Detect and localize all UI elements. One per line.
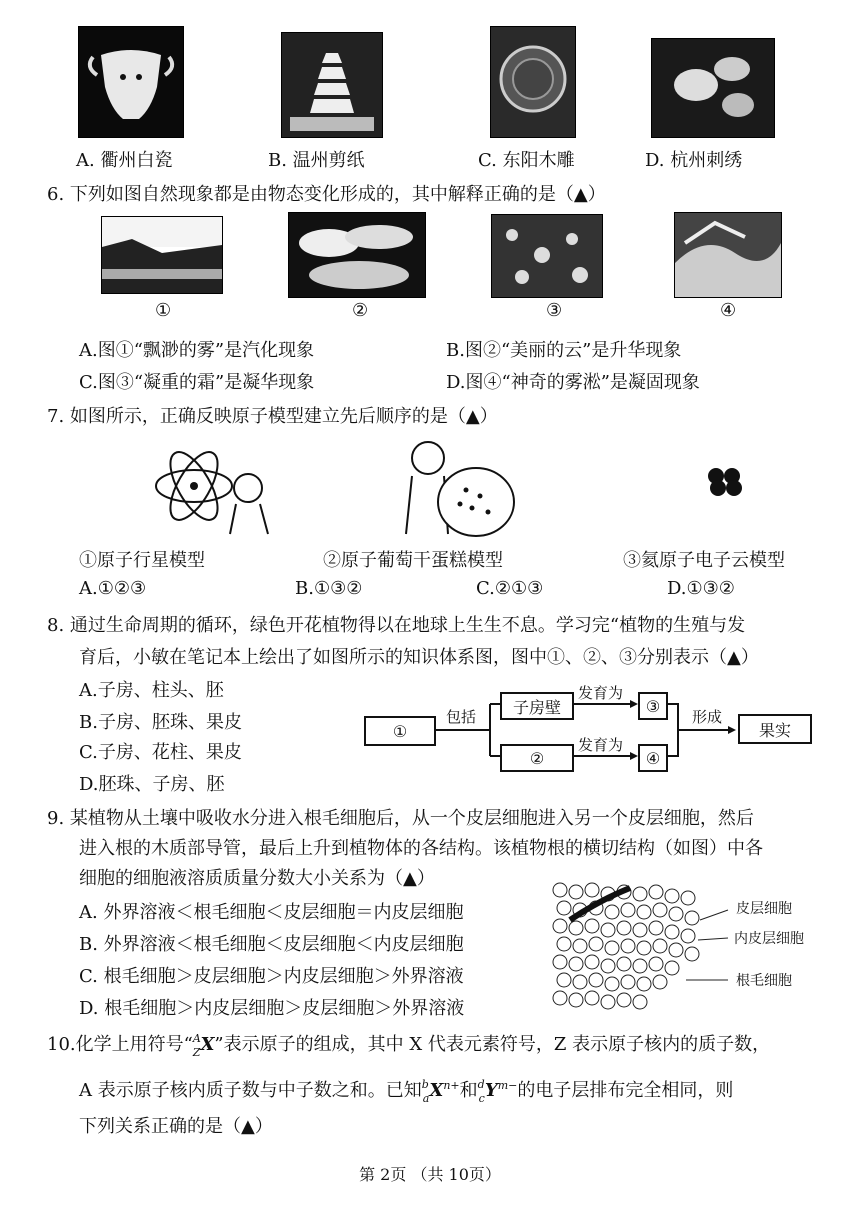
image-root-cross-section [550,880,730,1010]
q6-stem: 6. 下列如图自然现象都是由物态变化形成的，其中解释正确的是（▲） [47,184,606,205]
image-planetary-model [150,438,280,538]
page-footer: 第 2页 （共 10页） [359,1165,501,1184]
diagram-label-form: 形成 [692,708,723,726]
diagram-label-develop-1: 发育为 [578,684,624,702]
q8-option-d: D.胚珠、子房、胚 [79,774,225,795]
q9-option-c: C. 根毛细胞＞皮层细胞＞内皮层细胞＞外界溶液 [79,966,464,987]
q10-line2-prefix: A 表示原子核内质子数与中子数之和。已知 [79,1080,422,1101]
q6-label-1: ① [155,300,172,321]
q7-option-b: B.①③② [295,578,363,599]
q5-option-b: B. 温州剪纸 [268,150,365,171]
q5-option-a: A. 衢州白瓷 [76,150,173,171]
q6-option-a: A.图①“飘渺的雾”是汽化现象 [79,340,315,361]
planetary-model-drawing [150,438,280,538]
q9-option-d: D. 根毛细胞＞内皮层细胞＞皮层细胞＞外界溶液 [79,998,465,1019]
diagram-box-ovary-wall: 子房壁 [500,692,574,720]
image-fog [101,216,223,294]
clouds-scene-drawing [289,213,425,297]
q10-line2-suffix: 的电子层排布完全相同，则 [517,1080,734,1101]
q8-option-a: A.子房、柱头、胚 [79,680,224,701]
q10-line3: 下列关系正确的是（▲） [79,1116,273,1137]
pagoda-paper-cut-drawing [282,33,382,137]
image-frost [491,214,603,298]
figure-label-root-hair: 根毛细胞 [736,973,792,989]
q8-option-b: B.子房、胚珠、果皮 [79,712,242,733]
q7-option-a: A.①②③ [79,578,147,599]
diagram-box-4: ④ [638,744,668,772]
image-wenzhou-paper-cut [281,32,383,138]
q9-stem-line3: 细胞的细胞液溶质质量分数大小关系为（▲） [79,868,435,889]
image-rime [674,212,782,298]
q6-option-d: D.图④“神奇的雾淞”是凝固现象 [446,372,700,393]
q8-stem-line1: 8. 通过生命周期的循环，绿色开花植物得以在地球上生生不息。学习完“植物的生殖与发 [47,615,746,636]
q6-label-2: ② [352,300,369,321]
q10-line2-and: 和 [459,1080,478,1101]
q9-option-a: A. 外界溶液＜根毛细胞＜皮层细胞＝内皮层细胞 [79,902,464,923]
diagram-box-1: ① [364,716,436,746]
q7-option-d: D.①③② [667,578,735,599]
q5-option-c: C. 东阳木雕 [478,150,575,171]
image-electron-cloud-model [704,466,748,496]
diagram-label-include: 包括 [446,708,477,726]
wood-carving-drawing [491,27,575,137]
image-plum-pudding-model [388,434,518,542]
q8-stem-line2: 育后，小敏在笔记本上绘出了如图所示的知识体系图，图中①、②、③分别表示（▲） [79,647,759,668]
q7-caption-3: ③氦原子电子云模型 [623,550,785,571]
diagram-box-3: ③ [638,692,668,720]
q6-option-c: C.图③“凝重的霜”是凝华现象 [79,372,315,393]
electron-cloud-drawing [704,466,748,496]
q8-option-c: C.子房、花柱、果皮 [79,742,242,763]
q7-stem: 7. 如图所示，正确反映原子模型建立先后顺序的是（▲） [47,406,498,427]
plum-pudding-model-drawing [388,434,518,542]
q10-line1-suffix: ”表示原子的组成，其中 X 代表元素符号，Z 表示原子核内的质子数， [214,1034,771,1055]
q5-option-d: D. 杭州刺绣 [645,150,743,171]
q10-line1 [47,1030,771,1059]
notation-y-ion: $^d_cY^{m-}$ [477,1078,518,1105]
q10-line2 [79,1076,734,1105]
q10-line1-prefix: 10.化学上用符号“ [47,1034,193,1055]
notation-azx: $^A_Z$X [192,1032,215,1059]
q7-caption-1: ①原子行星模型 [79,550,205,571]
root-cells-drawing [550,880,730,1010]
q7-option-c: C.②①③ [476,578,544,599]
image-clouds [288,212,426,298]
q7-caption-2: ②原子葡萄干蛋糕模型 [323,550,503,571]
diagram-box-fruit: 果实 [738,714,812,744]
porcelain-vessel-drawing [79,27,183,137]
q6-option-b: B.图②“美丽的云”是升华现象 [446,340,682,361]
frost-scene-drawing [492,215,602,297]
q6-label-4: ④ [720,300,737,321]
q9-stem-line2: 进入根的木质部导管，最后上升到植物体的各结构。该植物根的横切结构（如图）中各 [79,838,763,859]
figure-label-endodermis: 内皮层细胞 [734,931,804,947]
fog-scene-drawing [102,217,222,293]
notation-x-ion: $^b_aX^{n+}$ [421,1078,460,1105]
image-dongyang-wood-carving [490,26,576,138]
q9-stem-line1: 9. 某植物从土壤中吸收水分进入根毛细胞后，从一个皮层细胞进入另一个皮层细胞，然后 [47,808,754,829]
image-hangzhou-embroidery [651,38,775,138]
diagram-box-2: ② [500,744,574,772]
embroidery-flower-drawing [652,39,774,137]
figure-label-cortex: 皮层细胞 [736,901,792,917]
image-quzhou-white-porcelain [78,26,184,138]
diagram-label-develop-2: 发育为 [578,736,624,754]
rime-scene-drawing [675,213,781,297]
q9-option-b: B. 外界溶液＜根毛细胞＜皮层细胞＜内皮层细胞 [79,934,464,955]
q6-label-3: ③ [546,300,563,321]
